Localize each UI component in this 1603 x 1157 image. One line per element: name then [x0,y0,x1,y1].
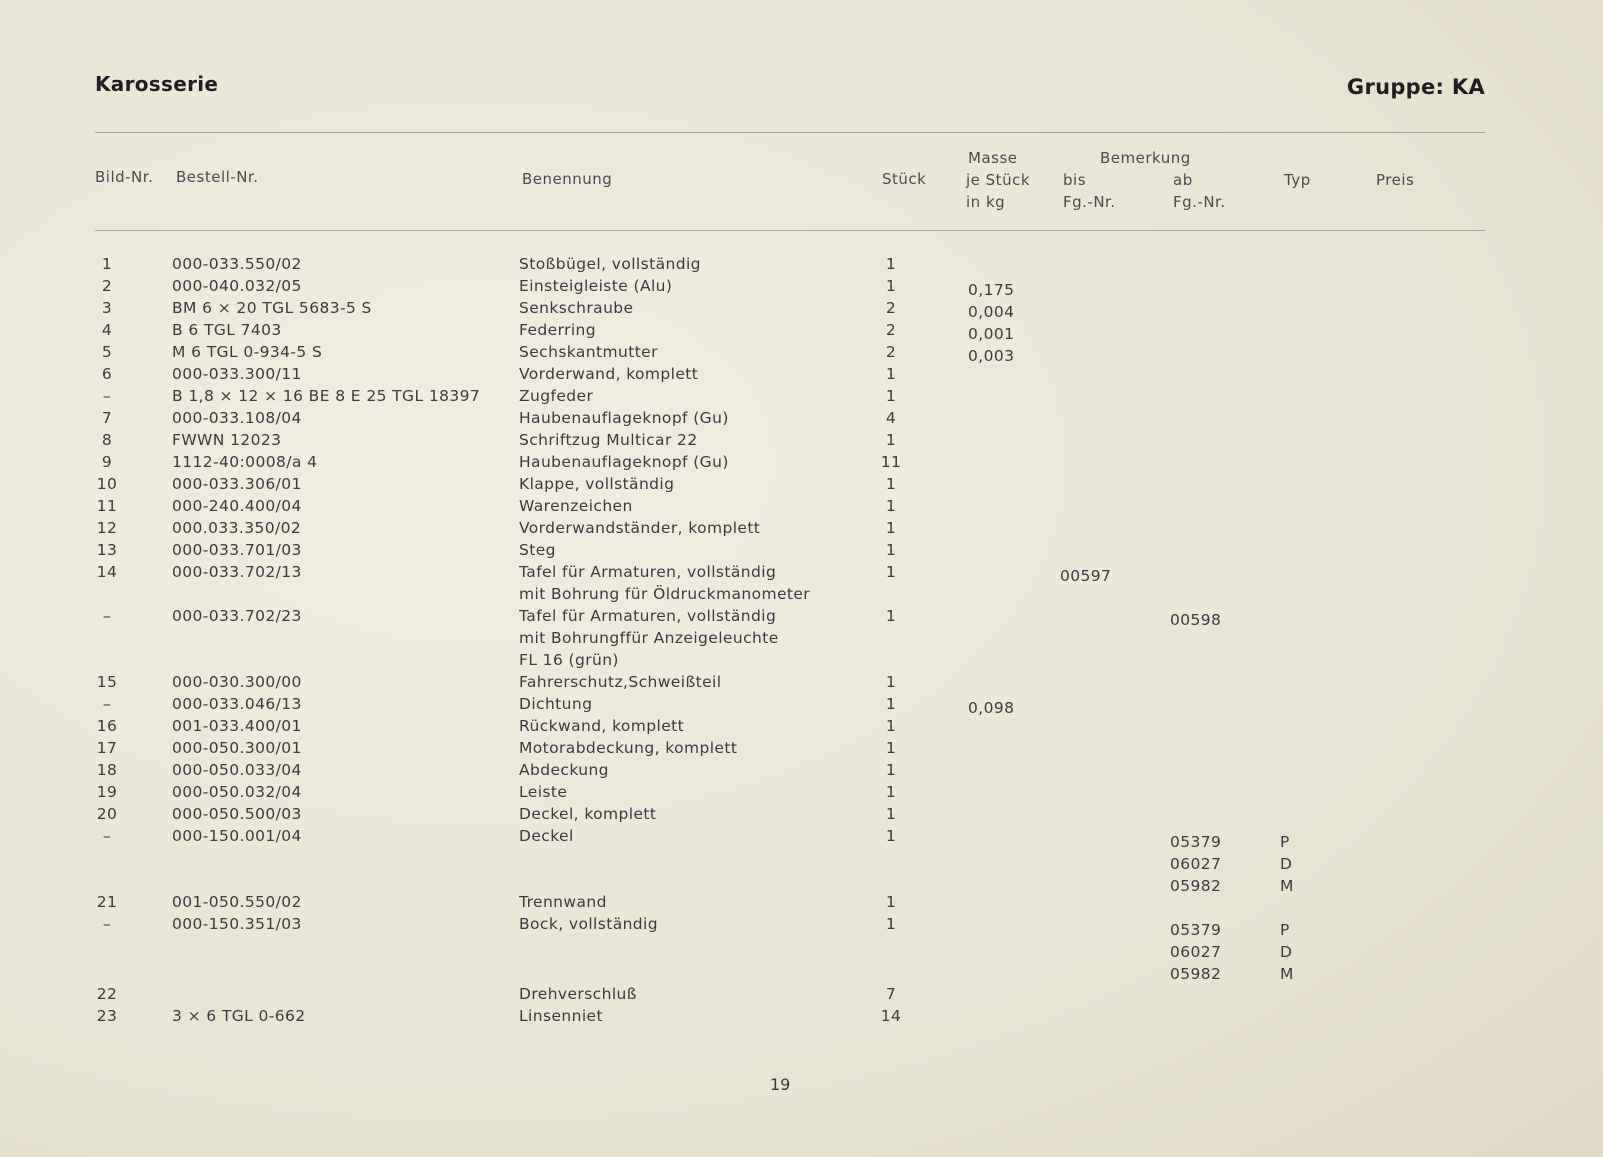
cell-stueck: 1 [885,365,897,383]
cell-benennung: Vorderwandständer, komplett [519,519,761,537]
table-row [0,893,1603,915]
cell-bestell: 000-150.351/03 [172,915,302,933]
table-row [0,365,1603,387]
cell-bestell: B 6 TGL 7403 [172,321,282,339]
cell-bestell: FWWN 12023 [172,431,282,449]
cell-bestell: M 6 TGL 0-934-5 S [172,343,323,361]
cell-masse: 0,175 [968,281,1015,299]
table-row [0,541,1603,563]
cell-benennung: Federring [519,321,597,339]
cell-stueck: 1 [885,827,897,845]
page-number: 19 [770,1075,791,1094]
cell-benennung: Deckel, komplett [519,805,657,823]
cell-stueck: 2 [885,299,897,317]
cell-bestell: 3 × 6 TGL 0-662 [172,1007,306,1025]
cell-benennung: Linsenniet [519,1007,603,1025]
col-header-bestell: Bestell-Nr. [176,168,259,186]
table-row [0,299,1603,321]
cell-stueck: 11 [880,453,902,471]
cell-benennung: Bock, vollständig [519,915,658,933]
table-row [0,871,1603,893]
cell-bestell: 000.033.350/02 [172,519,302,537]
table-row [0,629,1603,651]
table-row [0,739,1603,761]
table-row [0,497,1603,519]
cell-bestell: 000-240.400/04 [172,497,302,515]
cell-bestell: 000-033.046/13 [172,695,302,713]
cell-stueck: 1 [885,475,897,493]
cell-stueck: 14 [880,1007,902,1025]
cell-stueck: 1 [885,431,897,449]
cell-bild: 11 [96,497,118,515]
table-row [0,985,1603,1007]
table-row [0,409,1603,431]
cell-bestell: 000-150.001/04 [172,827,302,845]
cell-benennung: Senkschraube [519,299,634,317]
cell-benennung: Vorderwand, komplett [519,365,699,383]
cell-stueck: 1 [885,255,897,273]
table-row [0,915,1603,937]
cell-benennung: Haubenauflageknopf (Gu) [519,453,729,471]
cell-bestell: 000-040.032/05 [172,277,302,295]
cell-stueck: 1 [885,783,897,801]
cell-bestell: 000-050.033/04 [172,761,302,779]
table-row [0,761,1603,783]
cell-typ: P [1280,833,1290,851]
cell-bild: 22 [96,985,118,1003]
table-row [0,343,1603,365]
table-row [0,321,1603,343]
cell-stueck: 7 [885,985,897,1003]
cell-ab: 05982 [1170,965,1222,983]
cell-bestell: 000-033.702/23 [172,607,302,625]
cell-stueck: 1 [885,497,897,515]
cell-bild: – [102,827,112,845]
cell-benennung: FL 16 (grün) [519,651,619,669]
cell-benennung: Einsteigleiste (Alu) [519,277,673,295]
cell-benennung: Klappe, vollständig [519,475,675,493]
cell-bild: 19 [96,783,118,801]
cell-benennung: Motorabdeckung, komplett [519,739,738,757]
cell-bestell: 001-033.400/01 [172,717,302,735]
table-row [0,827,1603,849]
cell-stueck: 1 [885,387,897,405]
cell-stueck: 1 [885,915,897,933]
table-row [0,717,1603,739]
cell-stueck: 1 [885,277,897,295]
col-header-bild: Bild-Nr. [95,168,154,186]
cell-stueck: 1 [885,805,897,823]
table-row [0,651,1603,673]
table-row [0,453,1603,475]
cell-stueck: 1 [885,519,897,537]
table-row [0,607,1603,629]
cell-typ: P [1280,921,1290,939]
cell-benennung: Haubenauflageknopf (Gu) [519,409,729,427]
col-header-stueck: Stück [882,170,927,188]
cell-bild: 2 [101,277,113,295]
cell-bis: 00597 [1060,567,1112,585]
cell-stueck: 4 [885,409,897,427]
cell-bestell: 000-030.300/00 [172,673,302,691]
cell-benennung: Abdeckung [519,761,609,779]
cell-masse: 0,004 [968,303,1015,321]
cell-benennung: Deckel [519,827,574,845]
table-row [0,387,1603,409]
table-row [0,563,1603,585]
cell-bild: – [102,607,112,625]
cell-bestell: 1112-40:0008/a 4 [172,453,318,471]
cell-benennung: Fahrerschutz,Schweißteil [519,673,722,691]
cell-ab: 05379 [1170,921,1222,939]
cell-bestell: 000-033.701/03 [172,541,302,559]
cell-stueck: 1 [885,607,897,625]
cell-bild: 5 [101,343,113,361]
col-header-ab-fg: Fg.-Nr. [1173,193,1226,211]
cell-bestell: 000-050.500/03 [172,805,302,823]
cell-stueck: 2 [885,321,897,339]
cell-bild: 18 [96,761,118,779]
cell-bestell: 001-050.550/02 [172,893,302,911]
cell-bestell: BM 6 × 20 TGL 5683-5 S [172,299,372,317]
cell-bestell: 000-033.306/01 [172,475,302,493]
cell-benennung: Warenzeichen [519,497,633,515]
cell-benennung: Tafel für Armaturen, vollständig [519,607,777,625]
cell-bild: – [102,387,112,405]
cell-stueck: 1 [885,893,897,911]
cell-bild: 14 [96,563,118,581]
col-header-typ: Typ [1284,171,1311,189]
table-row [0,937,1603,959]
cell-bestell: 000-033.108/04 [172,409,302,427]
cell-bild: – [102,915,112,933]
col-header-in-kg: in kg [966,193,1006,211]
table-row [0,673,1603,695]
table-row [0,783,1603,805]
table-row [0,585,1603,607]
header-top-rule [95,132,1485,133]
cell-stueck: 2 [885,343,897,361]
cell-bild: 23 [96,1007,118,1025]
cell-bild: 1 [101,255,113,273]
cell-stueck: 1 [885,541,897,559]
cell-typ: M [1280,965,1294,983]
cell-ab: 05982 [1170,877,1222,895]
cell-bild: 3 [101,299,113,317]
col-header-preis: Preis [1376,171,1415,189]
cell-masse: 0,098 [968,699,1015,717]
cell-bild: 15 [96,673,118,691]
cell-ab: 05379 [1170,833,1222,851]
table-row [0,849,1603,871]
table-row [0,1007,1603,1029]
cell-benennung: Schriftzug Multicar 22 [519,431,698,449]
cell-ab: 06027 [1170,943,1222,961]
header-bottom-rule [95,230,1485,231]
cell-benennung: Drehverschluß [519,985,637,1003]
cell-bild: 7 [101,409,113,427]
cell-typ: M [1280,877,1294,895]
cell-benennung: mit Bohrung für Öldruckmanometer [519,585,811,603]
col-header-bemerkung: Bemerkung [1100,149,1191,167]
cell-benennung: Steg [519,541,556,559]
cell-benennung: mit Bohrungffür Anzeigeleuchte [519,629,779,647]
col-header-bis-fg: Fg.-Nr. [1063,193,1116,211]
cell-typ: D [1280,943,1293,961]
col-header-je-stueck: je Stück [966,171,1031,189]
cell-bestell: 000-050.300/01 [172,739,302,757]
cell-benennung: Tafel für Armaturen, vollständig [519,563,777,581]
col-header-bis: bis [1063,171,1087,189]
cell-bild: 4 [101,321,113,339]
col-header-benennung: Benennung [522,170,613,188]
cell-bestell: 000-050.032/04 [172,783,302,801]
group-label: Gruppe: KA [1346,75,1485,99]
table-row [0,805,1603,827]
cell-bild: 10 [96,475,118,493]
table-row [0,277,1603,299]
cell-bild: 21 [96,893,118,911]
cell-benennung: Leiste [519,783,568,801]
cell-bild: 8 [101,431,113,449]
table-row [0,255,1603,277]
cell-masse: 0,003 [968,347,1015,365]
cell-stueck: 1 [885,761,897,779]
cell-bild: 20 [96,805,118,823]
cell-stueck: 1 [885,717,897,735]
table-row [0,959,1603,981]
page-title: Karosserie [95,72,219,96]
cell-ab: 00598 [1170,611,1222,629]
cell-bild: 12 [96,519,118,537]
col-header-ab: ab [1173,171,1193,189]
cell-bild: 6 [101,365,113,383]
cell-stueck: 1 [885,695,897,713]
table-row [0,695,1603,717]
cell-bestell: 000-033.702/13 [172,563,302,581]
cell-benennung: Stoßbügel, vollständig [519,255,701,273]
cell-benennung: Sechskantmutter [519,343,658,361]
table-row [0,475,1603,497]
cell-typ: D [1280,855,1293,873]
table-row [0,431,1603,453]
cell-benennung: Rückwand, komplett [519,717,685,735]
cell-bestell: B 1,8 × 12 × 16 BE 8 E 25 TGL 18397 [172,387,481,405]
cell-ab: 06027 [1170,855,1222,873]
cell-benennung: Zugfeder [519,387,594,405]
cell-bild: 13 [96,541,118,559]
cell-stueck: 1 [885,563,897,581]
cell-bestell: 000-033.300/11 [172,365,302,383]
cell-masse: 0,001 [968,325,1015,343]
cell-bild: 16 [96,717,118,735]
cell-stueck: 1 [885,739,897,757]
cell-bild: 17 [96,739,118,757]
table-row [0,519,1603,541]
cell-benennung: Trennwand [519,893,607,911]
cell-stueck: 1 [885,673,897,691]
cell-bild: 9 [101,453,113,471]
cell-bestell: 000-033.550/02 [172,255,302,273]
col-header-masse: Masse [968,149,1018,167]
cell-bild: – [102,695,112,713]
cell-benennung: Dichtung [519,695,593,713]
